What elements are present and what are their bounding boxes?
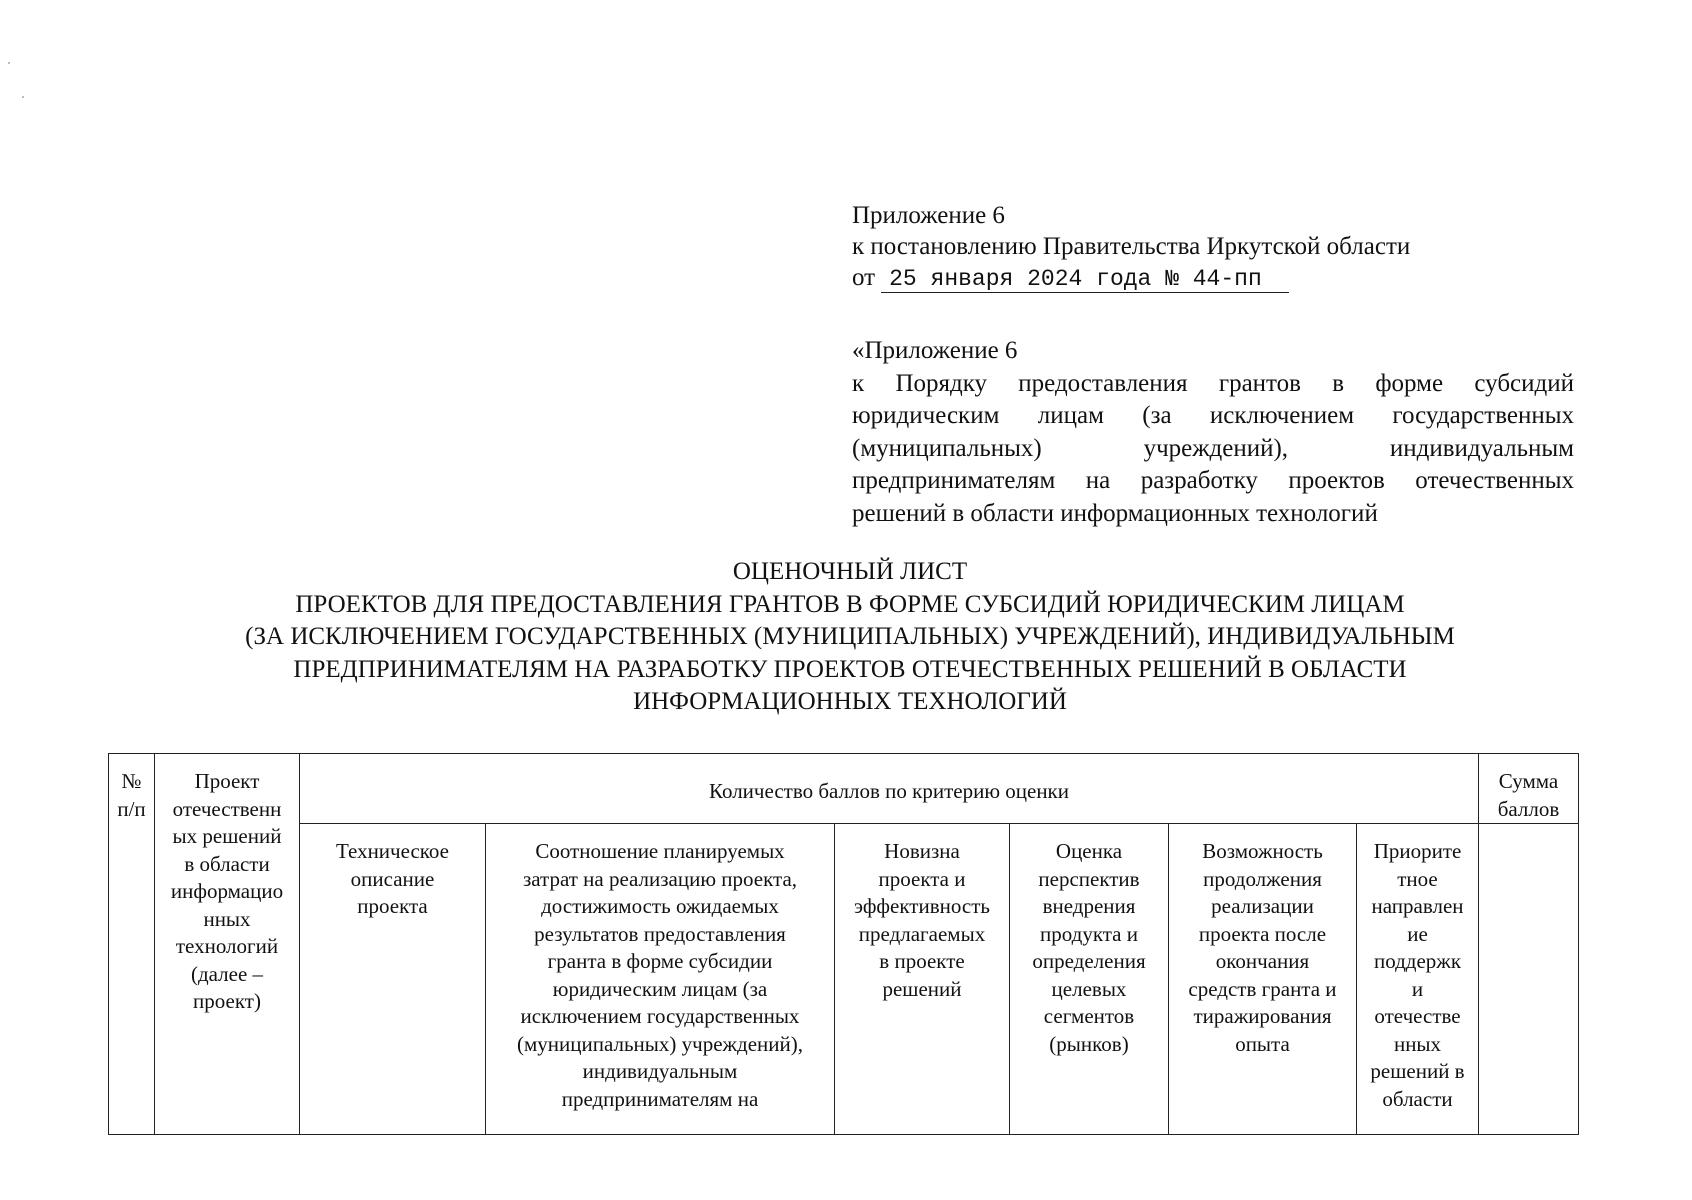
cell-line: предпринимателям на: [561, 1086, 759, 1111]
appendix-label: Приложение 6: [852, 202, 1005, 229]
cell-line: целевых: [1051, 976, 1127, 1001]
sum-cell: [1479, 824, 1579, 1135]
cell-line: индивидуальным: [582, 1059, 738, 1083]
cell-line: отечестве: [1374, 1004, 1461, 1028]
cell-line: предлагаемых: [858, 921, 986, 946]
cell-line: нных: [203, 906, 251, 931]
appendix-ref-body: [852, 368, 1574, 531]
cell-line: проект): [193, 989, 261, 1013]
cell-line: ых решений: [172, 824, 282, 848]
table-criteria-row: [109, 824, 1579, 1135]
cell-line: тиражирования: [1193, 1004, 1332, 1028]
criterion-novelty: [835, 824, 1010, 1135]
cell-line: результатов предоставления: [534, 921, 786, 946]
cell-line: Проект: [194, 769, 260, 793]
title-line: (ЗА ИСКЛЮЧЕНИЕМ ГОСУДАРСТВЕННЫХ (МУНИЦИПАЛЬНЫХ) УЧРЕЖДЕНИЙ), ИНДИВИДУАЛЬНЫМ: [245, 623, 1455, 650]
cell-line: гранта в форме субсидии: [547, 949, 773, 973]
cell-line: отечественн: [172, 796, 282, 821]
cell-line: нных: [1393, 1031, 1442, 1056]
appendix-ref-line: юридическим лицам (за исключением государственных: [852, 402, 1574, 429]
evaluation-table: [108, 753, 1579, 1135]
cell-line: исключением государственных: [520, 1004, 800, 1028]
title-line: ПРОЕКТОВ ДЛЯ ПРЕДОСТАВЛЕНИЯ ГРАНТОВ В ФОРМЕ СУБСИДИЙ ЮРИДИЧЕСКИМ ЛИЦАМ: [295, 590, 1405, 618]
cell-line: и: [1411, 976, 1424, 1001]
cell-line: Приорите: [1373, 839, 1462, 863]
criterion-technical-description: [300, 824, 486, 1135]
appendix-ref-line: к Порядку предоставления грантов в форме субсидий: [852, 369, 1574, 397]
cell-line: Сумма: [1498, 769, 1559, 793]
header-criteria-group: Количество баллов по критерию оценки: [300, 754, 1479, 824]
cell-line: поддержк: [1373, 949, 1462, 973]
decree-date-line: [852, 262, 1572, 293]
cell-line: ие: [1407, 921, 1428, 946]
cell-line: тное: [1397, 866, 1438, 891]
decree-reference: к постановлению Правительства Иркутской области: [852, 233, 1411, 260]
decree-date-value: 25 января 2024 года № 44-пп: [881, 266, 1289, 293]
cell-line: (далее –: [190, 961, 264, 986]
appendix-reference-block: [852, 335, 1574, 530]
date-prefix: от: [852, 264, 876, 291]
cell-line: перспектив: [1038, 866, 1140, 891]
cell-line: Соотношение планируемых: [535, 839, 785, 863]
cell-line: опыта: [1235, 1031, 1290, 1056]
scan-speck: [22, 96, 24, 98]
table-header-row: [109, 754, 1579, 824]
document-title: [110, 556, 1590, 719]
header-project: [155, 754, 300, 1135]
criterion-priority-direction: [1357, 824, 1479, 1135]
title-line: ИНФОРМАЦИОННЫХ ТЕХНОЛОГИЙ: [633, 688, 1067, 715]
criterion-market-prospects: [1010, 824, 1169, 1135]
cell-line: решений: [882, 976, 962, 1001]
cell-line: затрат на реализацию проекта,: [522, 866, 798, 891]
appendix-ref-line: решений в области информационных технологий: [852, 499, 1378, 527]
cell-line: продукта и: [1040, 921, 1138, 946]
cell-line: проекта и: [878, 866, 966, 891]
cell-line: №: [121, 769, 142, 793]
cell-line: описание: [350, 866, 435, 891]
cell-line: средств гранта и: [1188, 976, 1337, 1001]
cell-line: сегментов: [1043, 1004, 1135, 1028]
header-number: [109, 754, 155, 1135]
decree-header: [852, 200, 1572, 293]
cell-line: окончания: [1215, 949, 1310, 973]
criterion-continuation: [1169, 824, 1357, 1135]
cell-line: баллов: [1497, 796, 1560, 821]
scan-speck: [8, 62, 10, 64]
cell-line: Новизна: [884, 839, 960, 863]
cell-line: Возможность: [1202, 839, 1323, 863]
header-sum: [1479, 754, 1579, 824]
cell-line: (рынков): [1049, 1031, 1129, 1056]
cell-line: проекта: [357, 894, 428, 918]
cell-line: внедрения: [1042, 894, 1136, 918]
cell-line: в области: [184, 851, 270, 876]
cell-line: проекта после: [1198, 921, 1327, 946]
cell-line: (муниципальных) учреждений),: [517, 1031, 803, 1056]
title-line: ПРЕДПРИНИМАТЕЛЯМ НА РАЗРАБОТКУ ПРОЕКТОВ ОТЕЧЕСТВЕННЫХ РЕШЕНИЙ В ОБЛАСТИ: [293, 655, 1407, 683]
cell-line: Оценка: [1055, 839, 1123, 863]
cell-line: решений в: [1370, 1059, 1465, 1083]
appendix-ref-title: «Приложение 6: [852, 337, 1018, 364]
cell-line: продолжения: [1203, 866, 1322, 891]
appendix-ref-line: (муниципальных) учреждений), индивидуальным: [852, 434, 1574, 462]
cell-line: определения: [1032, 949, 1146, 973]
cell-line: юридическим лицам (за: [552, 976, 768, 1001]
cell-line: направлен: [1371, 894, 1464, 918]
cell-line: Техническое: [336, 839, 449, 863]
cell-line: достижимость ожидаемых: [541, 894, 779, 918]
criterion-cost-ratio: [486, 824, 835, 1135]
appendix-ref-line: предпринимателям на разработку проектов отечественных: [852, 467, 1574, 494]
title-line: ОЦЕНОЧНЫЙ ЛИСТ: [732, 558, 968, 585]
cell-line: эффективность: [854, 894, 990, 918]
cell-line: информацио: [170, 879, 284, 903]
cell-line: технологий: [175, 934, 279, 958]
cell-line: в проекте: [879, 949, 965, 973]
cell-line: п/п: [117, 796, 146, 821]
cell-line: реализации: [1211, 894, 1314, 918]
cell-line: области: [1382, 1086, 1453, 1111]
